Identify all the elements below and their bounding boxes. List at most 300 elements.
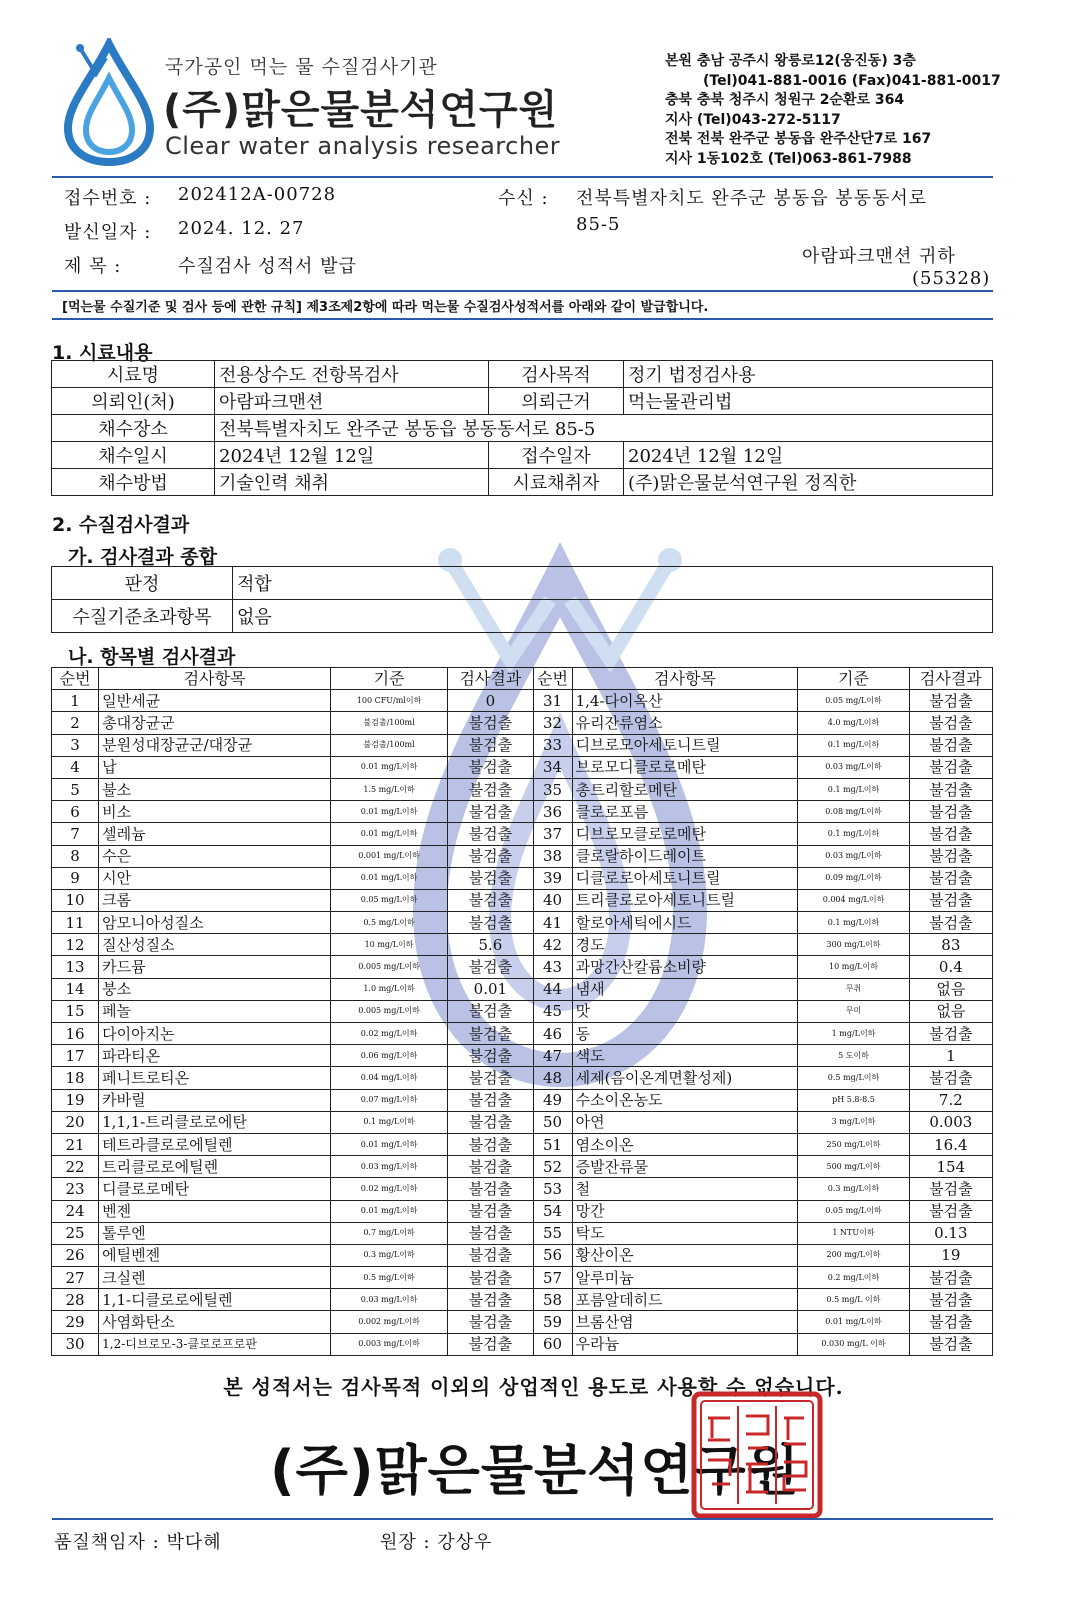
- item-standard: 0.03 mg/L이하: [330, 1156, 447, 1178]
- recipient-name: 아람파크맨션 귀하: [802, 246, 956, 267]
- label-cell: 의뢰인(처): [52, 388, 215, 415]
- item-number: 45: [533, 1000, 572, 1022]
- table-row: [52, 1023, 993, 1045]
- item-standard: 0.002 mg/L이하: [330, 1311, 447, 1333]
- table-row: [52, 801, 993, 823]
- item-result: 불검출: [448, 1133, 533, 1155]
- quality-manager: 품질책임자 : 박다혜: [54, 1532, 222, 1553]
- item-result: 불검출: [448, 912, 533, 934]
- table-row: [52, 1133, 993, 1155]
- item-standard: 0.003 mg/L이하: [330, 1333, 447, 1355]
- item-standard: 0.01 mg/L이하: [330, 823, 447, 845]
- recipient-address-1: 전북특별자치도 완주군 봉동읍 봉동동서로: [576, 188, 928, 209]
- table-row: [52, 442, 993, 469]
- section-title: 1. 시료내용: [52, 342, 153, 364]
- item-result: 불검출: [448, 1067, 533, 1089]
- item-name: 염소이온: [572, 1133, 798, 1155]
- item-name: 다이아지논: [99, 1023, 331, 1045]
- table-row: [52, 567, 993, 600]
- item-result: 19: [909, 1244, 992, 1266]
- summary-table: [51, 566, 993, 633]
- item-name: 납: [99, 756, 331, 778]
- label-cell: 의뢰근거: [489, 388, 624, 415]
- item-standard: 1 mg/L이하: [798, 1023, 909, 1045]
- item-name: 맛: [572, 1000, 798, 1022]
- table-row: [52, 1244, 993, 1266]
- item-name: 1,1,1-트리클로로에탄: [99, 1111, 331, 1133]
- item-result: 0: [448, 690, 533, 712]
- item-result: 154: [909, 1156, 992, 1178]
- item-name: 아연: [572, 1111, 798, 1133]
- item-name: 탁도: [572, 1222, 798, 1244]
- item-result: 불검출: [909, 823, 992, 845]
- item-result: 불검출: [448, 756, 533, 778]
- postal-code: (55328): [912, 268, 991, 289]
- label-cell: 채수장소: [52, 415, 215, 442]
- item-name: 디브로모아세토니트릴: [572, 734, 798, 756]
- item-number: 5: [52, 778, 99, 800]
- column-header: 순번: [52, 668, 99, 690]
- item-number: 11: [52, 912, 99, 934]
- item-standard: 0.2 mg/L이하: [798, 1267, 909, 1289]
- label-cell: 채수일시: [52, 442, 215, 469]
- item-result: 불검출: [448, 1244, 533, 1266]
- item-number: 8: [52, 845, 99, 867]
- item-standard: 0.06 mg/L이하: [330, 1045, 447, 1067]
- item-standard: 0.03 mg/L이하: [330, 1289, 447, 1311]
- sample-info-table: [51, 360, 993, 496]
- item-name: 에틸벤젠: [99, 1244, 331, 1266]
- item-result: 불검출: [909, 1289, 992, 1311]
- column-header: 순번: [533, 668, 572, 690]
- table-row: [52, 956, 993, 978]
- item-number: 38: [533, 845, 572, 867]
- item-number: 29: [52, 1311, 99, 1333]
- item-number: 13: [52, 956, 99, 978]
- item-result: 불검출: [448, 778, 533, 800]
- item-number: 2: [52, 712, 99, 734]
- item-name: 1,1-디클로로에틸렌: [99, 1289, 331, 1311]
- item-name: 브로모디클로로메탄: [572, 756, 798, 778]
- item-standard: 0.1 mg/L이하: [330, 1111, 447, 1133]
- item-number: 57: [533, 1267, 572, 1289]
- table-row: [52, 600, 993, 633]
- item-name: 일반세균: [99, 690, 331, 712]
- item-standard: 0.1 mg/L이하: [798, 823, 909, 845]
- item-number: 20: [52, 1111, 99, 1133]
- item-name: 디클로로메탄: [99, 1178, 331, 1200]
- item-result: 불검출: [448, 1267, 533, 1289]
- item-standard: 0.3 mg/L이하: [330, 1244, 447, 1266]
- item-result: 0.4: [909, 956, 992, 978]
- item-name: 페니트로티온: [99, 1067, 331, 1089]
- item-result: 불검출: [909, 778, 992, 800]
- item-standard: 500 mg/L이하: [798, 1156, 909, 1178]
- item-result: 불검출: [448, 1045, 533, 1067]
- item-name: 철: [572, 1178, 798, 1200]
- item-number: 46: [533, 1023, 572, 1045]
- item-result: 불검출: [448, 823, 533, 845]
- table-row: [52, 1311, 993, 1333]
- item-name: 총트리할로메탄: [572, 778, 798, 800]
- item-standard: 1.5 mg/L이하: [330, 778, 447, 800]
- item-result: 불검출: [448, 956, 533, 978]
- recipient-label: 수신 :: [498, 188, 549, 209]
- label-cell: 채수방법: [52, 469, 215, 496]
- table-row: [52, 415, 993, 442]
- item-standard: 무취: [798, 978, 909, 1000]
- item-number: 47: [533, 1045, 572, 1067]
- item-number: 58: [533, 1289, 572, 1311]
- footer-org-name: (주)맑은물분석연구원: [270, 1439, 800, 1502]
- item-number: 34: [533, 756, 572, 778]
- item-name: 카바릴: [99, 1089, 331, 1111]
- item-number: 43: [533, 956, 572, 978]
- item-standard: 300 mg/L이하: [798, 934, 909, 956]
- divider: [52, 318, 993, 320]
- item-name: 크실렌: [99, 1267, 331, 1289]
- item-standard: 0.1 mg/L이하: [798, 734, 909, 756]
- item-result: 불검출: [909, 756, 992, 778]
- item-name: 분원성대장균군/대장균: [99, 734, 331, 756]
- item-number: 16: [52, 1023, 99, 1045]
- org-name-en: Clear water analysis researcher: [165, 132, 561, 160]
- item-result: 없음: [909, 1000, 992, 1022]
- item-standard: 0.01 mg/L이하: [330, 867, 447, 889]
- item-result: 불검출: [448, 1222, 533, 1244]
- item-name: 트리클로로아세토니트릴: [572, 889, 798, 911]
- item-standard: 3 mg/L이하: [798, 1111, 909, 1133]
- item-standard: 0.004 mg/L이하: [798, 889, 909, 911]
- item-result: 83: [909, 934, 992, 956]
- table-row: [52, 1067, 993, 1089]
- item-number: 51: [533, 1133, 572, 1155]
- item-number: 53: [533, 1178, 572, 1200]
- item-number: 50: [533, 1111, 572, 1133]
- item-name: 벤젠: [99, 1200, 331, 1222]
- item-result: 불검출: [909, 690, 992, 712]
- divider: [52, 1518, 993, 1520]
- item-name: 디브로모클로로메탄: [572, 823, 798, 845]
- item-name: 색도: [572, 1045, 798, 1067]
- item-result: 불검출: [909, 734, 992, 756]
- item-name: 세제(음이온계면활성제): [572, 1067, 798, 1089]
- table-row: [52, 361, 993, 388]
- item-number: 56: [533, 1244, 572, 1266]
- item-number: 59: [533, 1311, 572, 1333]
- item-name: 1,2-디브로모-3-클로로프로판: [99, 1333, 331, 1355]
- column-header: 검사항목: [572, 668, 798, 690]
- item-name: 사염화탄소: [99, 1311, 331, 1333]
- item-result: 불검출: [909, 1333, 992, 1355]
- table-row: [52, 712, 993, 734]
- item-name: 증발잔류물: [572, 1156, 798, 1178]
- item-standard: 0.5 mg/L이하: [798, 1067, 909, 1089]
- item-result: 불검출: [448, 889, 533, 911]
- item-name: 크롬: [99, 889, 331, 911]
- item-standard: 10 mg/L이하: [330, 934, 447, 956]
- item-number: 55: [533, 1222, 572, 1244]
- item-standard: 0.01 mg/L이하: [330, 1133, 447, 1155]
- table-row: [52, 1178, 993, 1200]
- item-result: 불검출: [909, 1178, 992, 1200]
- item-standard: 0.3 mg/L이하: [798, 1178, 909, 1200]
- table-row: [52, 1045, 993, 1067]
- item-result: 7.2: [909, 1089, 992, 1111]
- address-line: 지사 (Tel)043-272-5117: [665, 111, 841, 128]
- item-number: 3: [52, 734, 99, 756]
- item-name: 1,4-다이옥산: [572, 690, 798, 712]
- item-number: 27: [52, 1267, 99, 1289]
- value-cell: 정기 법정검사용: [624, 361, 993, 388]
- item-standard: 0.09 mg/L이하: [798, 867, 909, 889]
- item-number: 17: [52, 1045, 99, 1067]
- receipt-label: 접수번호 :: [64, 188, 152, 209]
- item-result: 불검출: [448, 1023, 533, 1045]
- item-number: 23: [52, 1178, 99, 1200]
- item-standard: 0.03 mg/L이하: [798, 845, 909, 867]
- table-row: [52, 1000, 993, 1022]
- item-number: 9: [52, 867, 99, 889]
- item-standard: 4.0 mg/L이하: [798, 712, 909, 734]
- item-result: 0.01: [448, 978, 533, 1000]
- item-name: 과망간산칼륨소비량: [572, 956, 798, 978]
- item-name: 붕소: [99, 978, 331, 1000]
- item-result: 불검출: [909, 867, 992, 889]
- recipient-address-2: 85-5: [576, 214, 621, 235]
- item-name: 망간: [572, 1200, 798, 1222]
- item-number: 33: [533, 734, 572, 756]
- item-name: 디클로로아세토니트릴: [572, 867, 798, 889]
- item-result: 불검출: [448, 1111, 533, 1133]
- item-name: 우라늄: [572, 1333, 798, 1355]
- subsection-title: 나. 항목별 검사결과: [68, 646, 236, 668]
- table-row: [52, 867, 993, 889]
- item-result: 불검출: [909, 1023, 992, 1045]
- item-name: 트리클로로에틸렌: [99, 1156, 331, 1178]
- item-name: 알루미늄: [572, 1267, 798, 1289]
- divider: [52, 290, 993, 292]
- item-number: 21: [52, 1133, 99, 1155]
- item-result: 불검출: [909, 1200, 992, 1222]
- label-cell: 검사목적: [489, 361, 624, 388]
- item-result: 불검출: [448, 801, 533, 823]
- logo-drop-icon: [60, 38, 158, 166]
- item-result: 불검출: [448, 1333, 533, 1355]
- org-name: (주)맑은물분석연구원: [163, 87, 559, 133]
- item-result: 불검출: [448, 1156, 533, 1178]
- table-header-row: [52, 668, 993, 690]
- item-standard: 1 NTU이하: [798, 1222, 909, 1244]
- item-standard: 0.02 mg/L이하: [330, 1178, 447, 1200]
- item-name: 테트라클로로에틸렌: [99, 1133, 331, 1155]
- issue-date: 2024. 12. 27: [178, 218, 305, 239]
- item-name: 질산성질소: [99, 934, 331, 956]
- value-cell: 2024년 12월 12일: [624, 442, 993, 469]
- item-name: 암모니아성질소: [99, 912, 331, 934]
- label-cell: 접수일자: [489, 442, 624, 469]
- table-row: [52, 778, 993, 800]
- item-standard: 250 mg/L이하: [798, 1133, 909, 1155]
- judgement-label: 판정: [52, 567, 233, 600]
- item-number: 30: [52, 1333, 99, 1355]
- item-number: 36: [533, 801, 572, 823]
- item-number: 10: [52, 889, 99, 911]
- item-standard: 불검출/100ml: [330, 734, 447, 756]
- item-number: 54: [533, 1200, 572, 1222]
- item-number: 18: [52, 1067, 99, 1089]
- org-subtitle: 국가공인 먹는 물 수질검사기관: [165, 56, 438, 78]
- item-result: 불검출: [909, 1267, 992, 1289]
- item-standard: 0.1 mg/L이하: [798, 778, 909, 800]
- item-result: 불검출: [909, 889, 992, 911]
- column-header: 기준: [330, 668, 447, 690]
- column-header: 검사항목: [99, 668, 331, 690]
- item-name: 유리잔류염소: [572, 712, 798, 734]
- item-name: 총대장균군: [99, 712, 331, 734]
- item-result: 불검출: [909, 845, 992, 867]
- item-result: 1: [909, 1045, 992, 1067]
- item-name: 카드뮴: [99, 956, 331, 978]
- item-name: 페놀: [99, 1000, 331, 1022]
- item-standard: 0.5 mg/L이하: [330, 912, 447, 934]
- item-result: 16.4: [909, 1133, 992, 1155]
- results-table: [51, 667, 993, 1356]
- address-line: (Tel)041-881-0016 (Fax)041-881-0017: [703, 72, 1001, 89]
- exceed-value: 없음: [233, 600, 993, 633]
- issue-label: 발신일자 :: [64, 222, 152, 243]
- item-name: 수은: [99, 845, 331, 867]
- value-cell: (주)맑은물분석연구원 정직한: [624, 469, 993, 496]
- item-standard: 0.001 mg/L이하: [330, 845, 447, 867]
- table-row: [52, 912, 993, 934]
- item-standard: 0.08 mg/L이하: [798, 801, 909, 823]
- item-standard: 0.030 mg/L 이하: [798, 1333, 909, 1355]
- item-number: 26: [52, 1244, 99, 1266]
- exceed-label: 수질기준초과항목: [52, 600, 233, 633]
- item-name: 시안: [99, 867, 331, 889]
- value-cell: 2024년 12월 12일: [215, 442, 489, 469]
- divider: [52, 176, 993, 178]
- table-row: [52, 978, 993, 1000]
- item-standard: 불검출/100ml: [330, 712, 447, 734]
- address-block: [665, 52, 1001, 169]
- item-number: 12: [52, 934, 99, 956]
- address-line: 충북 충북 청주시 청원구 2순환로 364: [665, 92, 905, 108]
- item-result: 불검출: [448, 1311, 533, 1333]
- item-name: 할로아세틱에시드: [572, 912, 798, 934]
- value-cell: 기술인력 채취: [215, 469, 489, 496]
- item-number: 19: [52, 1089, 99, 1111]
- value-cell: 먹는물관리법: [624, 388, 993, 415]
- item-standard: 0.5 mg/L 이하: [798, 1289, 909, 1311]
- item-result: 불검출: [448, 1089, 533, 1111]
- item-standard: 0.005 mg/L이하: [330, 956, 447, 978]
- item-name: 파라티온: [99, 1045, 331, 1067]
- table-row: [52, 845, 993, 867]
- item-standard: 0.5 mg/L이하: [330, 1267, 447, 1289]
- item-standard: 0.05 mg/L이하: [798, 1200, 909, 1222]
- address-line: 본원 충남 공주시 왕릉로12(웅진동) 3층: [665, 53, 916, 69]
- item-name: 수소이온농도: [572, 1089, 798, 1111]
- table-row: [52, 1267, 993, 1289]
- table-row: [52, 1289, 993, 1311]
- item-number: 48: [533, 1067, 572, 1089]
- item-result: 불검출: [909, 801, 992, 823]
- item-standard: 5 도이하: [798, 1045, 909, 1067]
- item-name: 브롬산염: [572, 1311, 798, 1333]
- table-row: [52, 756, 993, 778]
- item-result: 불검출: [909, 1311, 992, 1333]
- item-standard: 0.02 mg/L이하: [330, 1023, 447, 1045]
- item-number: 7: [52, 823, 99, 845]
- item-name: 셀레늄: [99, 823, 331, 845]
- item-number: 22: [52, 1156, 99, 1178]
- item-result: 불검출: [448, 845, 533, 867]
- document-title: 수질검사 성적서 발급: [178, 256, 357, 277]
- item-number: 42: [533, 934, 572, 956]
- item-number: 6: [52, 801, 99, 823]
- label-cell: 시료채취자: [489, 469, 624, 496]
- item-result: 불검출: [909, 1067, 992, 1089]
- item-result: 5.6: [448, 934, 533, 956]
- table-row: [52, 469, 993, 496]
- item-name: 톨루엔: [99, 1222, 331, 1244]
- item-name: 냄새: [572, 978, 798, 1000]
- item-number: 41: [533, 912, 572, 934]
- item-standard: 0.01 mg/L이하: [330, 756, 447, 778]
- item-number: 1: [52, 690, 99, 712]
- address-line: 전북 전북 완주군 봉동읍 완주산단7로 167: [665, 131, 932, 147]
- judgement-value: 적합: [233, 567, 993, 600]
- table-row: [52, 1111, 993, 1133]
- column-header: 검사결과: [909, 668, 992, 690]
- item-name: 동: [572, 1023, 798, 1045]
- item-standard: 0.05 mg/L이하: [798, 690, 909, 712]
- item-result: 불검출: [909, 712, 992, 734]
- table-row: [52, 1222, 993, 1244]
- item-standard: 0.01 mg/L이하: [330, 1200, 447, 1222]
- table-row: [52, 690, 993, 712]
- item-standard: pH 5.8-8.5: [798, 1089, 909, 1111]
- column-header: 기준: [798, 668, 909, 690]
- item-standard: 100 CFU/ml이하: [330, 690, 447, 712]
- item-standard: 0.01 mg/L이하: [330, 801, 447, 823]
- item-name: 클로로포름: [572, 801, 798, 823]
- item-name: 황산이온: [572, 1244, 798, 1266]
- item-name: 클로랄하이드레이트: [572, 845, 798, 867]
- item-name: 경도: [572, 934, 798, 956]
- item-number: 60: [533, 1333, 572, 1355]
- item-number: 31: [533, 690, 572, 712]
- item-number: 24: [52, 1200, 99, 1222]
- title-label: 제 목 :: [64, 256, 122, 277]
- item-number: 49: [533, 1089, 572, 1111]
- item-result: 0.13: [909, 1222, 992, 1244]
- table-row: [52, 1089, 993, 1111]
- item-number: 4: [52, 756, 99, 778]
- column-header: 검사결과: [448, 668, 533, 690]
- usage-notice: 본 성적서는 검사목적 이외의 상업적인 용도로 사용할 수 없습니다.: [223, 1375, 844, 1399]
- subsection-title: 가. 검사결과 종합: [68, 546, 217, 568]
- item-result: 불검출: [909, 912, 992, 934]
- item-number: 35: [533, 778, 572, 800]
- table-row: [52, 1156, 993, 1178]
- item-number: 52: [533, 1156, 572, 1178]
- item-standard: 0.04 mg/L이하: [330, 1067, 447, 1089]
- value-cell: 아람파크맨션: [215, 388, 489, 415]
- item-result: 불검출: [448, 1178, 533, 1200]
